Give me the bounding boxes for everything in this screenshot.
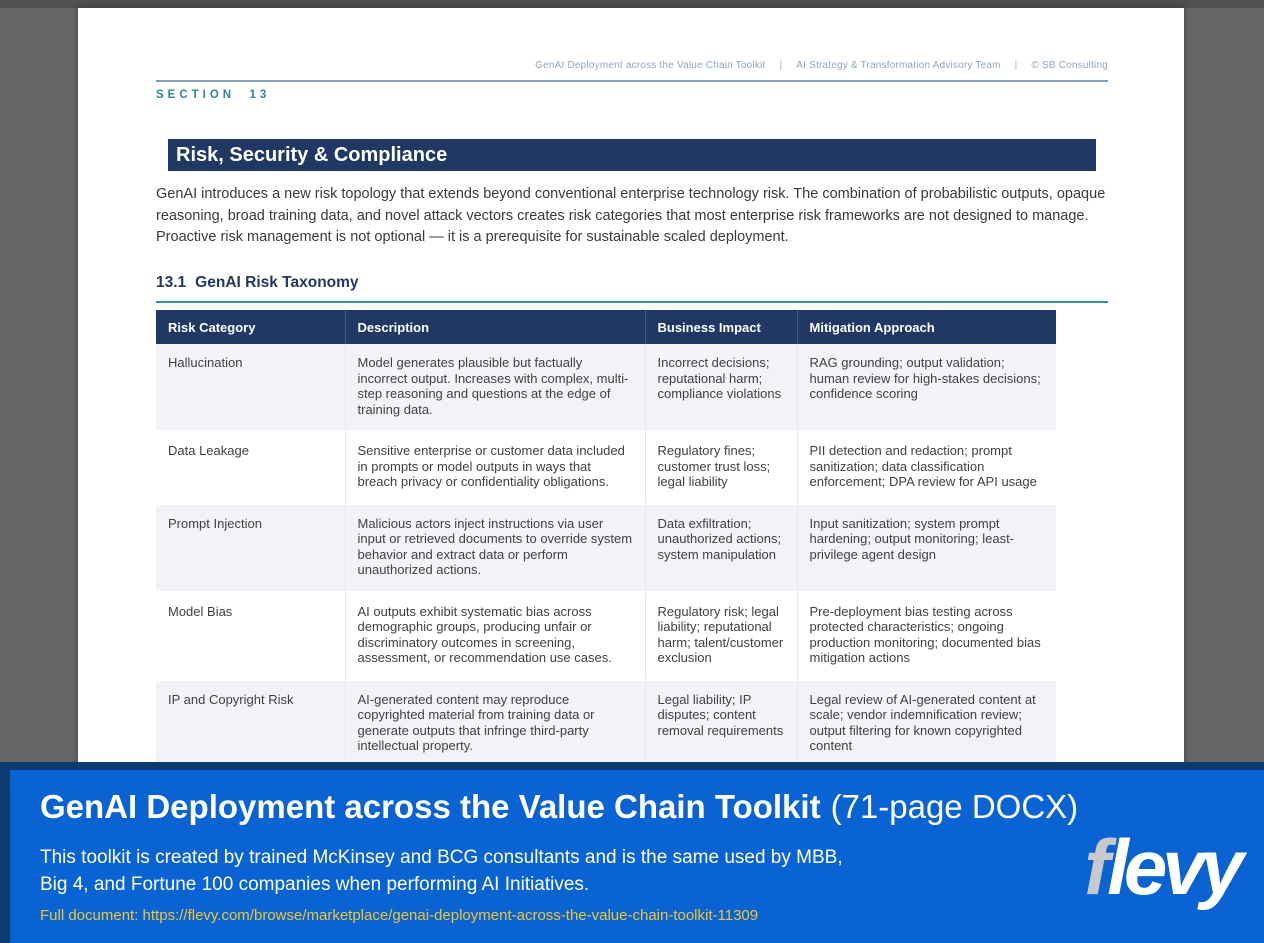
header-separator: | — [779, 60, 783, 71]
column-header-description: Description — [345, 310, 645, 344]
table-row — [156, 504, 1056, 592]
viewer-top-edge — [0, 0, 1264, 8]
subsection-heading — [156, 274, 1108, 303]
promo-link-url[interactable]: https://flevy.com/browse/marketplace/genai-deployment-across-the-value-chain-toolkit-11309 — [142, 907, 759, 924]
promo-title-format: (71-page DOCX) — [830, 788, 1079, 825]
cell-description: AI-generated content may reproduce copyrighted material from training data or generate outputs that infringe third-party intellectual property. — [345, 680, 645, 768]
header-separator: | — [1014, 60, 1018, 71]
subsection-number: 13.1 — [156, 274, 187, 291]
table-header-row — [156, 310, 1056, 344]
promo-description — [40, 844, 843, 898]
subsection-title: GenAI Risk Taxonomy — [195, 274, 359, 291]
column-header-risk-category: Risk Category — [156, 310, 345, 344]
table-row — [156, 680, 1056, 768]
cell-business-impact: Incorrect decisions; reputational harm; compliance violations — [645, 344, 797, 431]
column-header-mitigation-approach: Mitigation Approach — [797, 310, 1056, 344]
cell-mitigation: RAG grounding; output validation; human review for high-stakes decisions; confidence scoring — [797, 344, 1056, 431]
table-row — [156, 344, 1056, 431]
cell-risk-category: IP and Copyright Risk — [156, 680, 345, 768]
cell-risk-category: Model Bias — [156, 592, 345, 680]
section-intro: GenAI introduces a new risk topology that extends beyond conventional enterprise technology risk. The combination of probabilistic outputs, opaque reasoning, broad training data, and novel attack vectors creates risk categories that most enterprise risk frameworks are not designed to manage. Proactive risk management is not optional — it is a prerequisite for sustainable scaled deployment. — [156, 186, 1106, 245]
header-copyright: © SB Consulting — [1031, 60, 1108, 71]
promo-banner-inner — [10, 770, 1264, 943]
column-header-business-impact: Business Impact — [645, 310, 797, 344]
header-toolkit-name: GenAI Deployment across the Value Chain Toolkit — [535, 60, 766, 71]
flevy-logo-levy: levy — [1107, 823, 1239, 911]
cell-risk-category: Data Leakage — [156, 431, 345, 504]
cell-description: Model generates plausible but factually incorrect output. Increases with complex, multi-step reasoning and questions at the edge of training data. — [345, 344, 645, 431]
cell-risk-category: Hallucination — [156, 344, 345, 431]
table-row — [156, 592, 1056, 680]
section-title-bar — [168, 139, 1096, 171]
cell-risk-category: Prompt Injection — [156, 504, 345, 592]
promo-link-label: Full document: — [40, 907, 143, 924]
promo-title-main: GenAI Deployment across the Value Chain Toolkit — [40, 788, 821, 825]
promo-title — [40, 788, 1078, 826]
cell-business-impact: Regulatory fines; customer trust loss; legal liability — [645, 431, 797, 504]
flevy-logo-f: f — [1084, 823, 1106, 911]
document-header — [156, 60, 1108, 82]
cell-mitigation: Input sanitization; system prompt hardening; output monitoring; least-privilege agent design — [797, 504, 1056, 592]
risk-taxonomy-table — [156, 310, 1056, 769]
cell-business-impact: Data exfiltration; unauthorized actions; system manipulation — [645, 504, 797, 592]
promo-description-line1: This toolkit is created by trained McKinsey and BCG consultants and is the same used by MBB, — [40, 847, 843, 868]
promo-description-line2: Big 4, and Fortune 100 companies when performing AI Initiatives. — [40, 874, 590, 895]
cell-description: AI outputs exhibit systematic bias across demographic groups, producing unfair or discriminatory outcomes in screening, assessment, or recommendation use cases. — [345, 592, 645, 680]
promo-banner — [0, 762, 1264, 943]
cell-mitigation: Pre-deployment bias testing across protected characteristics; ongoing production monitoring; documented bias mitigation actions — [797, 592, 1056, 680]
header-team-name: AI Strategy & Transformation Advisory Team — [796, 60, 1001, 71]
cell-mitigation: Legal review of AI-generated content at scale; vendor indemnification review; output filtering for known copyrighted content — [797, 680, 1056, 768]
table-row — [156, 431, 1056, 504]
promo-link-row — [40, 907, 758, 924]
section-title: Risk, Security & Compliance — [176, 144, 448, 166]
section-label: SECTION 13 — [156, 89, 271, 101]
flevy-logo — [1084, 823, 1239, 911]
cell-description: Malicious actors inject instructions via user input or retrieved documents to override system behavior and extract data or perform unauthorized actions. — [345, 504, 645, 592]
cell-mitigation: PII detection and redaction; prompt sanitization; data classification enforcement; DPA review for API usage — [797, 431, 1056, 504]
cell-business-impact: Regulatory risk; legal liability; reputational harm; talent/customer exclusion — [645, 592, 797, 680]
cell-business-impact: Legal liability; IP disputes; content removal requirements — [645, 680, 797, 768]
cell-description: Sensitive enterprise or customer data included in prompts or model outputs in ways that breach privacy or confidentiality obligations. — [345, 431, 645, 504]
